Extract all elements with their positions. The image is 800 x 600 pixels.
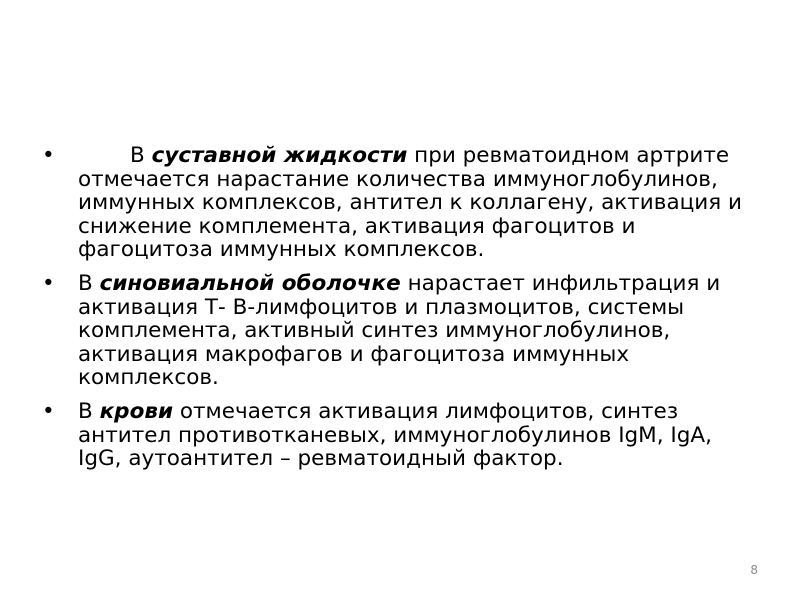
bullet-synovial-membrane	[42, 272, 762, 390]
bullet-synovial-fluid	[42, 144, 762, 262]
bullet-body: нарастает инфильтрация и активация Т- В-лимфоцитов и плазмоцитов, системы комплемента, активный синтез иммуноглобулинов, активация макрофагов и фагоцитоза иммунных комплексов.	[78, 270, 721, 391]
bullet-lead: В	[78, 398, 100, 424]
page-number: 8	[750, 563, 758, 577]
bullet-marker: •	[42, 398, 55, 424]
bullet-lead: В	[78, 270, 100, 296]
bullet-emphasis: крови	[99, 398, 174, 424]
bullet-body: при ревматоидном артрите отмечается нарастание количества иммуноглобулинов, иммунных комплексов, антител к коллагену, активация и снижение комплемента, активация фагоцитов и фагоцитоза иммунных комплексов.	[78, 143, 742, 263]
bullet-emphasis: суставной жидкости	[151, 143, 408, 168]
bullet-text	[78, 399, 712, 471]
bullet-text	[78, 271, 720, 390]
bullet-marker: •	[42, 143, 55, 168]
bullet-body: отмечается активация лимфоцитов, синтез антител противотканевых, иммуноглобулинов IgM, IgA, IgG, аутоантител – ревматоидный фактор.	[78, 398, 712, 472]
bullet-text	[78, 143, 742, 262]
bullet-marker: •	[42, 270, 55, 296]
bullet-lead: В	[130, 143, 152, 168]
bullet-list	[42, 144, 762, 471]
slide-body	[42, 144, 762, 481]
bullet-blood	[42, 400, 762, 471]
bullet-emphasis: синовиальной оболочке	[99, 270, 401, 296]
